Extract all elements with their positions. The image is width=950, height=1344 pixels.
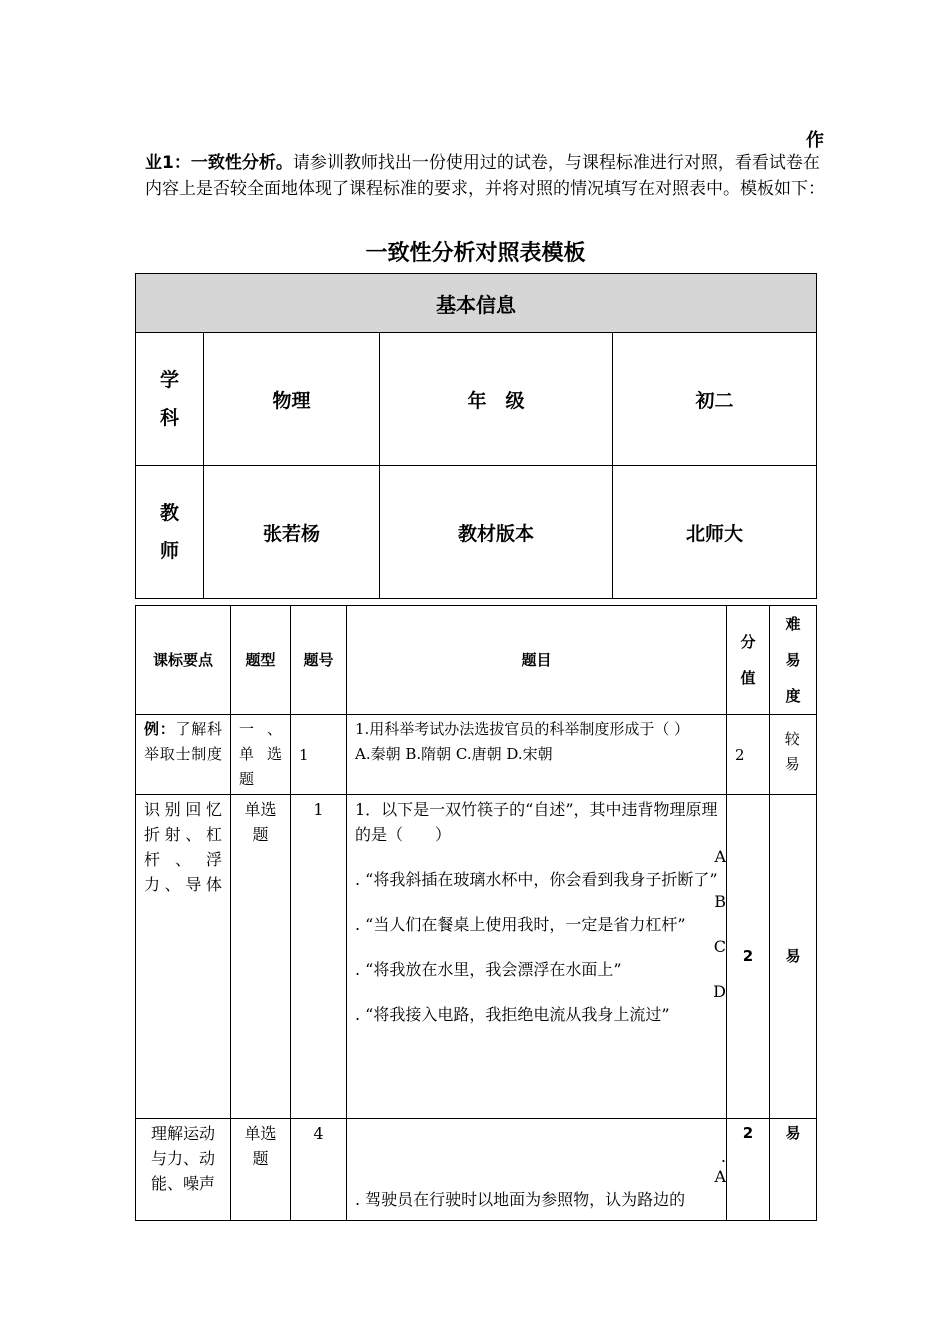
row-difficulty: 易 xyxy=(770,1119,817,1221)
analysis-table xyxy=(135,605,817,1221)
subject-value: 物理 xyxy=(204,333,380,466)
col-question: 题目 xyxy=(347,606,727,715)
option-d-marker: D xyxy=(713,982,726,1001)
row-type: 一、单选题 xyxy=(231,715,291,795)
option-b-marker: B xyxy=(714,892,726,911)
option-b: . “当人们在餐桌上使用我时，一定是省力杠杆” xyxy=(355,915,686,934)
row-difficulty: 易 xyxy=(770,795,817,1119)
col-point: 课标要点 xyxy=(136,606,231,715)
option-c-marker: C xyxy=(713,937,726,956)
edition-label: 教材版本 xyxy=(380,466,613,599)
basic-info-table xyxy=(135,273,817,599)
col-difficulty: 难易度 xyxy=(770,606,817,715)
row-point: 理解运动与力、动能、噪声 xyxy=(136,1119,231,1221)
question-text: 1.用科举考试办法选拔官员的科举制度形成于（ ） xyxy=(355,720,690,738)
teacher-label: 教师 xyxy=(136,466,204,599)
row-score: 2 xyxy=(727,1119,770,1221)
row-difficulty: 较易 xyxy=(770,715,817,795)
grade-label: 年 级 xyxy=(380,333,613,466)
row-question xyxy=(347,795,727,1119)
row-score: 2 xyxy=(727,715,770,795)
col-type: 题型 xyxy=(231,606,291,715)
page-title: 一致性分析对照表模板 xyxy=(365,241,586,266)
col-score: 分值 xyxy=(727,606,770,715)
edition-value: 北师大 xyxy=(613,466,817,599)
table-row xyxy=(136,795,817,1119)
question-options: A.秦朝 B.隋朝 C.唐朝 D.宋朝 xyxy=(355,745,553,763)
option-d: . “将我接入电路，我拒绝电流从我身上流过” xyxy=(355,1005,670,1024)
question-text: 1．以下是一双竹筷子的“自述”，其中违背物理原理的是（ ） xyxy=(355,800,718,844)
row-question xyxy=(347,1119,727,1221)
subject-label: 学科 xyxy=(136,333,204,466)
basic-info-header: 基本信息 xyxy=(136,274,817,333)
table-row xyxy=(136,1119,817,1221)
row-point: 例：了解科举取士制度 xyxy=(136,715,231,795)
option-a-marker: A xyxy=(714,1167,726,1186)
row-number: 1 xyxy=(291,795,347,1119)
row-score: 2 xyxy=(727,795,770,1119)
intro-bold: 业1：一致性分析。 xyxy=(145,153,293,173)
grade-value: 初二 xyxy=(613,333,817,466)
row-point: 识别回忆折射、杠杆、浮力、导体 xyxy=(136,795,231,1119)
row-question xyxy=(347,715,727,795)
row-number: 4 xyxy=(291,1119,347,1221)
teacher-value: 张若杨 xyxy=(204,466,380,599)
row-type: 单选题 xyxy=(231,795,291,1119)
heading-fragment: 作 xyxy=(806,130,824,151)
intro-paragraph xyxy=(145,150,825,202)
option-a: . “将我斜插在玻璃水杯中，你会看到我身子折断了” xyxy=(355,870,718,889)
option-a-marker: A xyxy=(714,847,726,866)
intro-text: 请参训教师找出一份使用过的试卷，与课程标准进行对照，看看试卷在内容上是否较全面地体现了课程标准的要求，并将对照的情况填写在对照表中。模板如下： xyxy=(145,153,825,199)
col-number: 题号 xyxy=(291,606,347,715)
row-type: 单选题 xyxy=(231,1119,291,1221)
row-number: 1 xyxy=(291,715,347,795)
option-a: . 驾驶员在行驶时以地面为参照物，认为路边的 xyxy=(355,1190,686,1209)
table-row xyxy=(136,715,817,795)
dot-marker: . xyxy=(720,1147,726,1166)
option-c: . “将我放在水里，我会漂浮在水面上” xyxy=(355,960,622,979)
